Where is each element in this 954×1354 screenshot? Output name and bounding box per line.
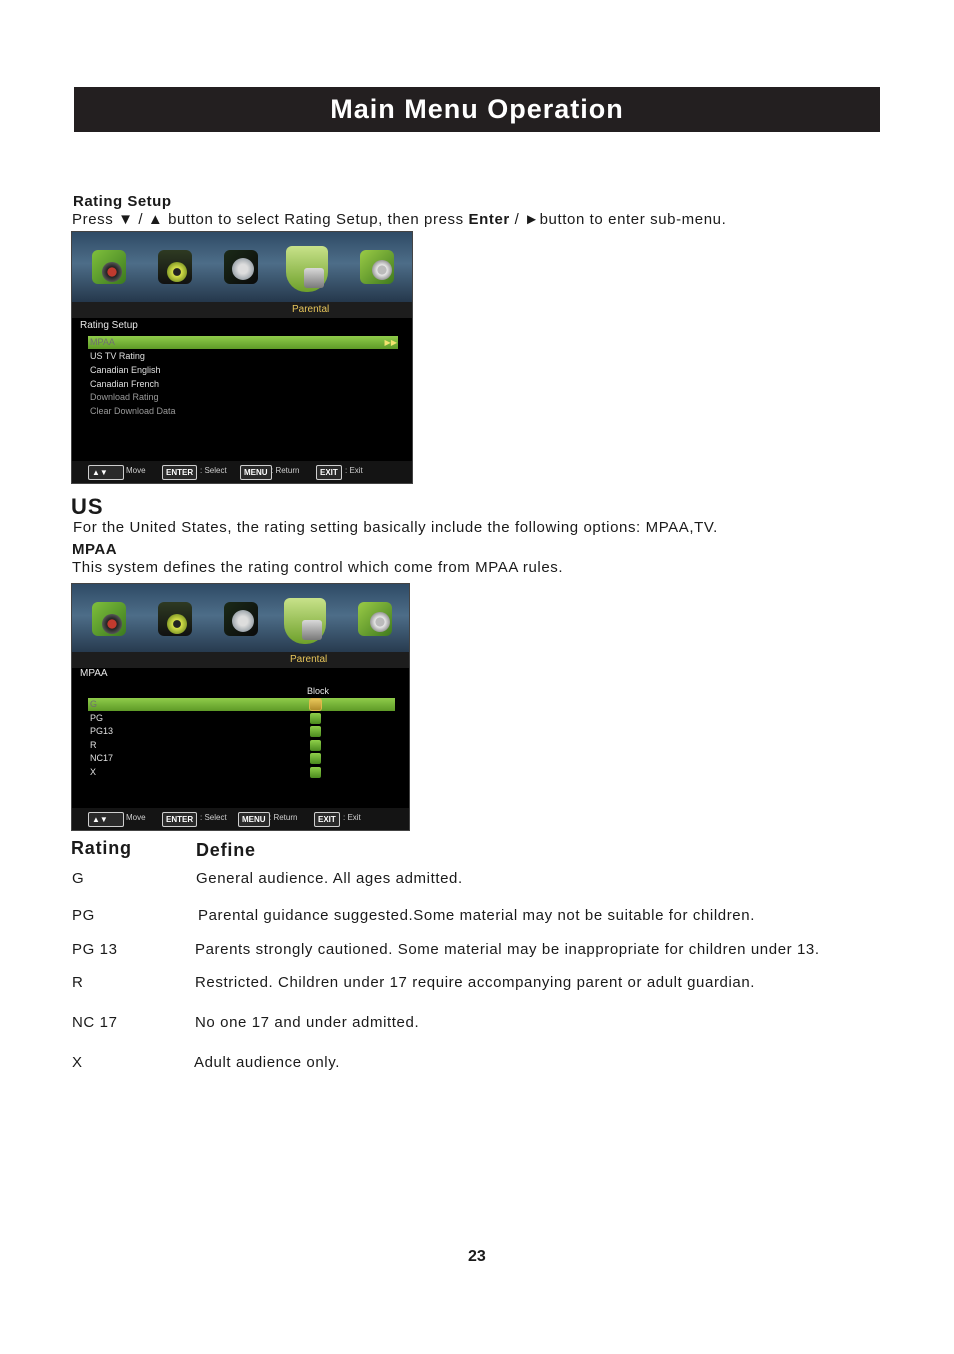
define-column-header: Define xyxy=(196,840,256,860)
picture-menu-icon[interactable] xyxy=(92,250,126,284)
menu-item-clear-download-data[interactable]: Clear Download Data xyxy=(90,406,176,416)
parental-lock-icon[interactable] xyxy=(284,598,326,644)
mpaa-description: This system defines the rating control which come from MPAA rules. xyxy=(72,559,564,576)
menu-item-canadian-french[interactable]: Canadian French xyxy=(90,379,160,389)
menu-item-mpaa[interactable]: MPAA ▶ ▶ xyxy=(90,337,396,347)
rating-definition: General audience. All ages admitted. xyxy=(196,870,463,887)
rating-code: PG 13 xyxy=(72,941,118,958)
lock-icon[interactable] xyxy=(310,740,321,751)
right-arrow-icon: ► xyxy=(524,211,540,228)
move-label: Move xyxy=(126,466,146,475)
menu-title: Rating Setup xyxy=(80,320,138,331)
menu-item-canadian-english[interactable]: Canadian English xyxy=(90,365,161,375)
us-intro: For the United States, the rating setting basically include the following options: MPAA,TV. xyxy=(73,519,718,536)
rating-setup-screen xyxy=(71,231,413,484)
rating-code: NC 17 xyxy=(72,1014,118,1031)
mpaa-screen xyxy=(71,583,410,831)
rating-setup-instruction: Press ▼ / ▲ button to select Rating Setup, then press Enter / ►button to enter sub-menu. xyxy=(72,211,727,228)
us-heading: US xyxy=(71,494,104,519)
lock-icon[interactable] xyxy=(310,713,321,724)
rating-code: PG xyxy=(72,907,95,924)
page-number: 23 xyxy=(468,1248,486,1265)
exit-key: EXIT xyxy=(316,465,342,480)
menu-title: MPAA xyxy=(80,668,108,679)
lock-icon[interactable] xyxy=(310,726,321,737)
enter-key: ENTER xyxy=(162,465,197,480)
move-keys-icon: ▲▼ xyxy=(88,465,124,480)
rating-code: R xyxy=(72,974,84,991)
rating-definition: Adult audience only. xyxy=(194,1054,340,1071)
active-tab-label: Parental xyxy=(290,654,328,665)
screen-footer xyxy=(72,808,409,830)
rating-row-r[interactable]: R xyxy=(88,739,395,752)
sound-menu-icon[interactable] xyxy=(158,602,192,636)
exit-label: : Exit xyxy=(343,813,361,822)
main-menu-icon-band xyxy=(72,232,412,302)
exit-key: EXIT xyxy=(314,812,340,827)
rating-definition: Parents strongly cautioned. Some material may be inappropriate for children under 13. xyxy=(195,941,820,958)
screen-footer xyxy=(72,461,412,483)
up-arrow-icon: ▲ xyxy=(147,211,164,228)
rating-row-g[interactable]: G xyxy=(88,698,395,711)
lock-icon[interactable] xyxy=(310,699,321,710)
rating-code: G xyxy=(72,870,85,887)
rating-row-x[interactable]: X xyxy=(88,766,395,779)
picture-menu-icon[interactable] xyxy=(92,602,126,636)
rating-setup-heading: Rating Setup xyxy=(73,193,172,210)
enter-arrows-icon: ▶ ▶ xyxy=(384,338,396,347)
select-label: : Select xyxy=(200,466,227,475)
rating-definition: Restricted. Children under 17 require accompanying parent or adult guardian. xyxy=(195,974,756,991)
rating-definition: No one 17 and under admitted. xyxy=(195,1014,420,1031)
return-label: : Return xyxy=(271,466,300,475)
channel-menu-icon[interactable] xyxy=(224,602,258,636)
page-title-bar xyxy=(74,87,880,132)
select-label: : Select xyxy=(200,813,227,822)
rating-row-pg13[interactable]: PG13 xyxy=(88,725,395,738)
rating-column-header: Rating xyxy=(71,838,132,858)
lock-icon[interactable] xyxy=(310,753,321,764)
move-label: Move xyxy=(126,813,146,822)
page-title: Main Menu Operation xyxy=(330,94,624,124)
rating-code: X xyxy=(72,1054,83,1071)
return-label: : Return xyxy=(269,813,298,822)
active-tab-label: Parental xyxy=(292,304,330,315)
menu-key: MENU xyxy=(238,812,270,827)
menu-key: MENU xyxy=(240,465,272,480)
menu-item-download-rating[interactable]: Download Rating xyxy=(90,392,159,402)
parental-lock-icon[interactable] xyxy=(286,246,328,292)
lock-icon[interactable] xyxy=(310,767,321,778)
rating-row-nc17[interactable]: NC17 xyxy=(88,752,395,765)
sound-menu-icon[interactable] xyxy=(158,250,192,284)
rating-row-pg[interactable]: PG xyxy=(88,712,395,725)
block-column-label: Block xyxy=(307,686,330,696)
mpaa-heading: MPAA xyxy=(72,541,118,558)
rating-definition: Parental guidance suggested.Some material may not be suitable for children. xyxy=(198,907,755,924)
setup-gear-icon[interactable] xyxy=(358,602,392,636)
main-menu-icon-band xyxy=(72,584,409,654)
setup-gear-icon[interactable] xyxy=(360,250,394,284)
enter-key: ENTER xyxy=(162,812,197,827)
channel-menu-icon[interactable] xyxy=(224,250,258,284)
down-arrow-icon: ▼ xyxy=(118,211,134,228)
move-keys-icon: ▲▼ xyxy=(88,812,124,827)
menu-item-us-tv-rating[interactable]: US TV Rating xyxy=(90,351,145,361)
exit-label: : Exit xyxy=(345,466,363,475)
